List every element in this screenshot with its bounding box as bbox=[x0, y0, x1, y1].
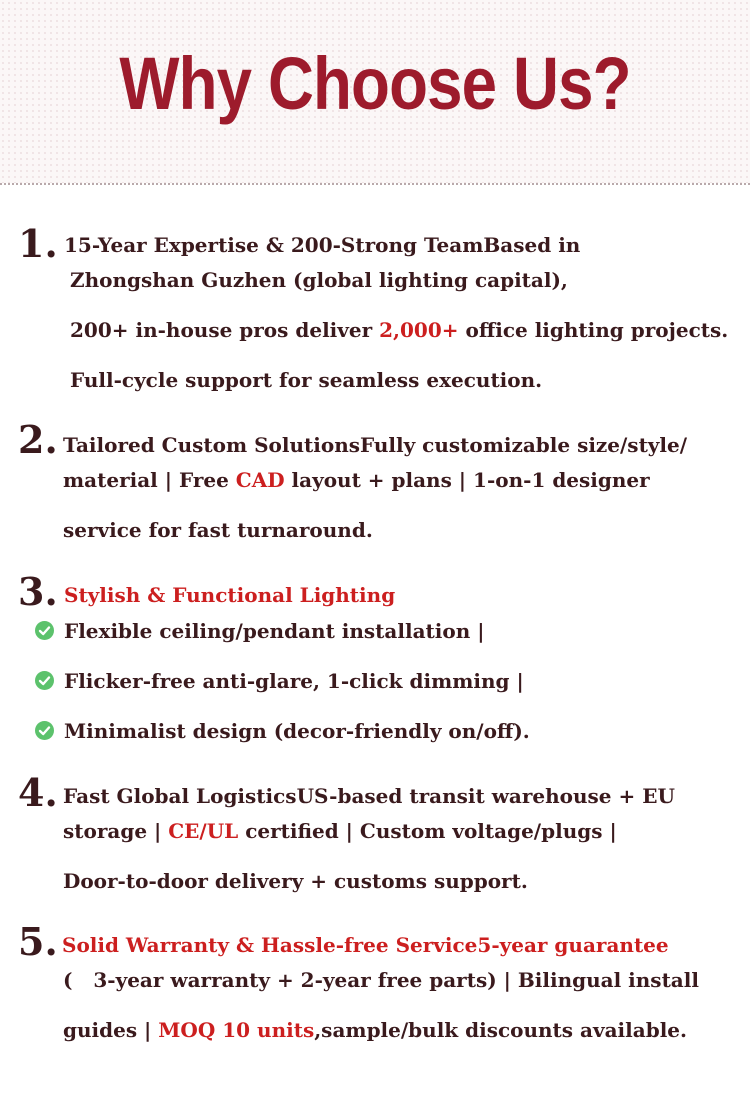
section-4-line-3: Door-to-door delivery + customs support. bbox=[63, 869, 528, 893]
section-1-number: 1. bbox=[18, 221, 58, 266]
section-4-line-2: storage | CE/UL certified | Custom voltage/plugs | bbox=[63, 819, 617, 843]
section-1-line-3: 200+ in-house pros deliver 2,000+ office lighting projects. bbox=[70, 318, 729, 342]
section-5-heading: Solid Warranty & Hassle-free Service5-year guarantee bbox=[62, 933, 669, 957]
dotted-divider bbox=[0, 183, 750, 185]
section-1-line-4: Full-cycle support for seamless execution. bbox=[70, 368, 543, 392]
section-2-number: 2. bbox=[18, 417, 58, 462]
section-1-line-1: 15-Year Expertise & 200-Strong TeamBased in bbox=[64, 233, 581, 257]
page-title: Why Choose Us? bbox=[119, 42, 631, 125]
section-5-line-1: ( 3-year warranty + 2-year free parts) | Bilingual install bbox=[63, 968, 699, 992]
highlight-moq: MOQ 10 units bbox=[158, 1018, 315, 1042]
highlight-projects-count: 2,000+ bbox=[379, 318, 459, 342]
section-5-line-2: guides | MOQ 10 units,sample/bulk discounts available. bbox=[63, 1018, 687, 1042]
section-3-item-1: Flexible ceiling/pendant installation | bbox=[64, 619, 485, 643]
highlight-cad: CAD bbox=[235, 468, 285, 492]
section-2-line-3: service for fast turnaround. bbox=[63, 518, 373, 542]
section-3-item-2: Flicker-free anti-glare, 1-click dimming | bbox=[64, 669, 524, 693]
section-4-line-1: Fast Global LogisticsUS-based transit warehouse + EU bbox=[63, 784, 675, 808]
section-2-line-2: material | Free CAD layout + plans | 1-on-1 designer bbox=[63, 468, 650, 492]
section-1-line-2: Zhongshan Guzhen (global lighting capital), bbox=[70, 268, 568, 292]
section-3-heading: Stylish & Functional Lighting bbox=[64, 583, 396, 607]
check-circle-icon bbox=[35, 721, 54, 740]
highlight-ce-ul: CE/UL bbox=[168, 819, 239, 843]
check-circle-icon bbox=[35, 671, 54, 690]
section-3-item-3: Minimalist design (decor-friendly on/off). bbox=[64, 719, 530, 743]
section-4-number: 4. bbox=[18, 770, 58, 815]
check-circle-icon bbox=[35, 621, 54, 640]
header-banner bbox=[0, 0, 750, 183]
section-5-number: 5. bbox=[18, 919, 58, 964]
section-3-number: 3. bbox=[18, 569, 58, 614]
section-2-line-1: Tailored Custom SolutionsFully customizable size/style/ bbox=[63, 433, 688, 457]
